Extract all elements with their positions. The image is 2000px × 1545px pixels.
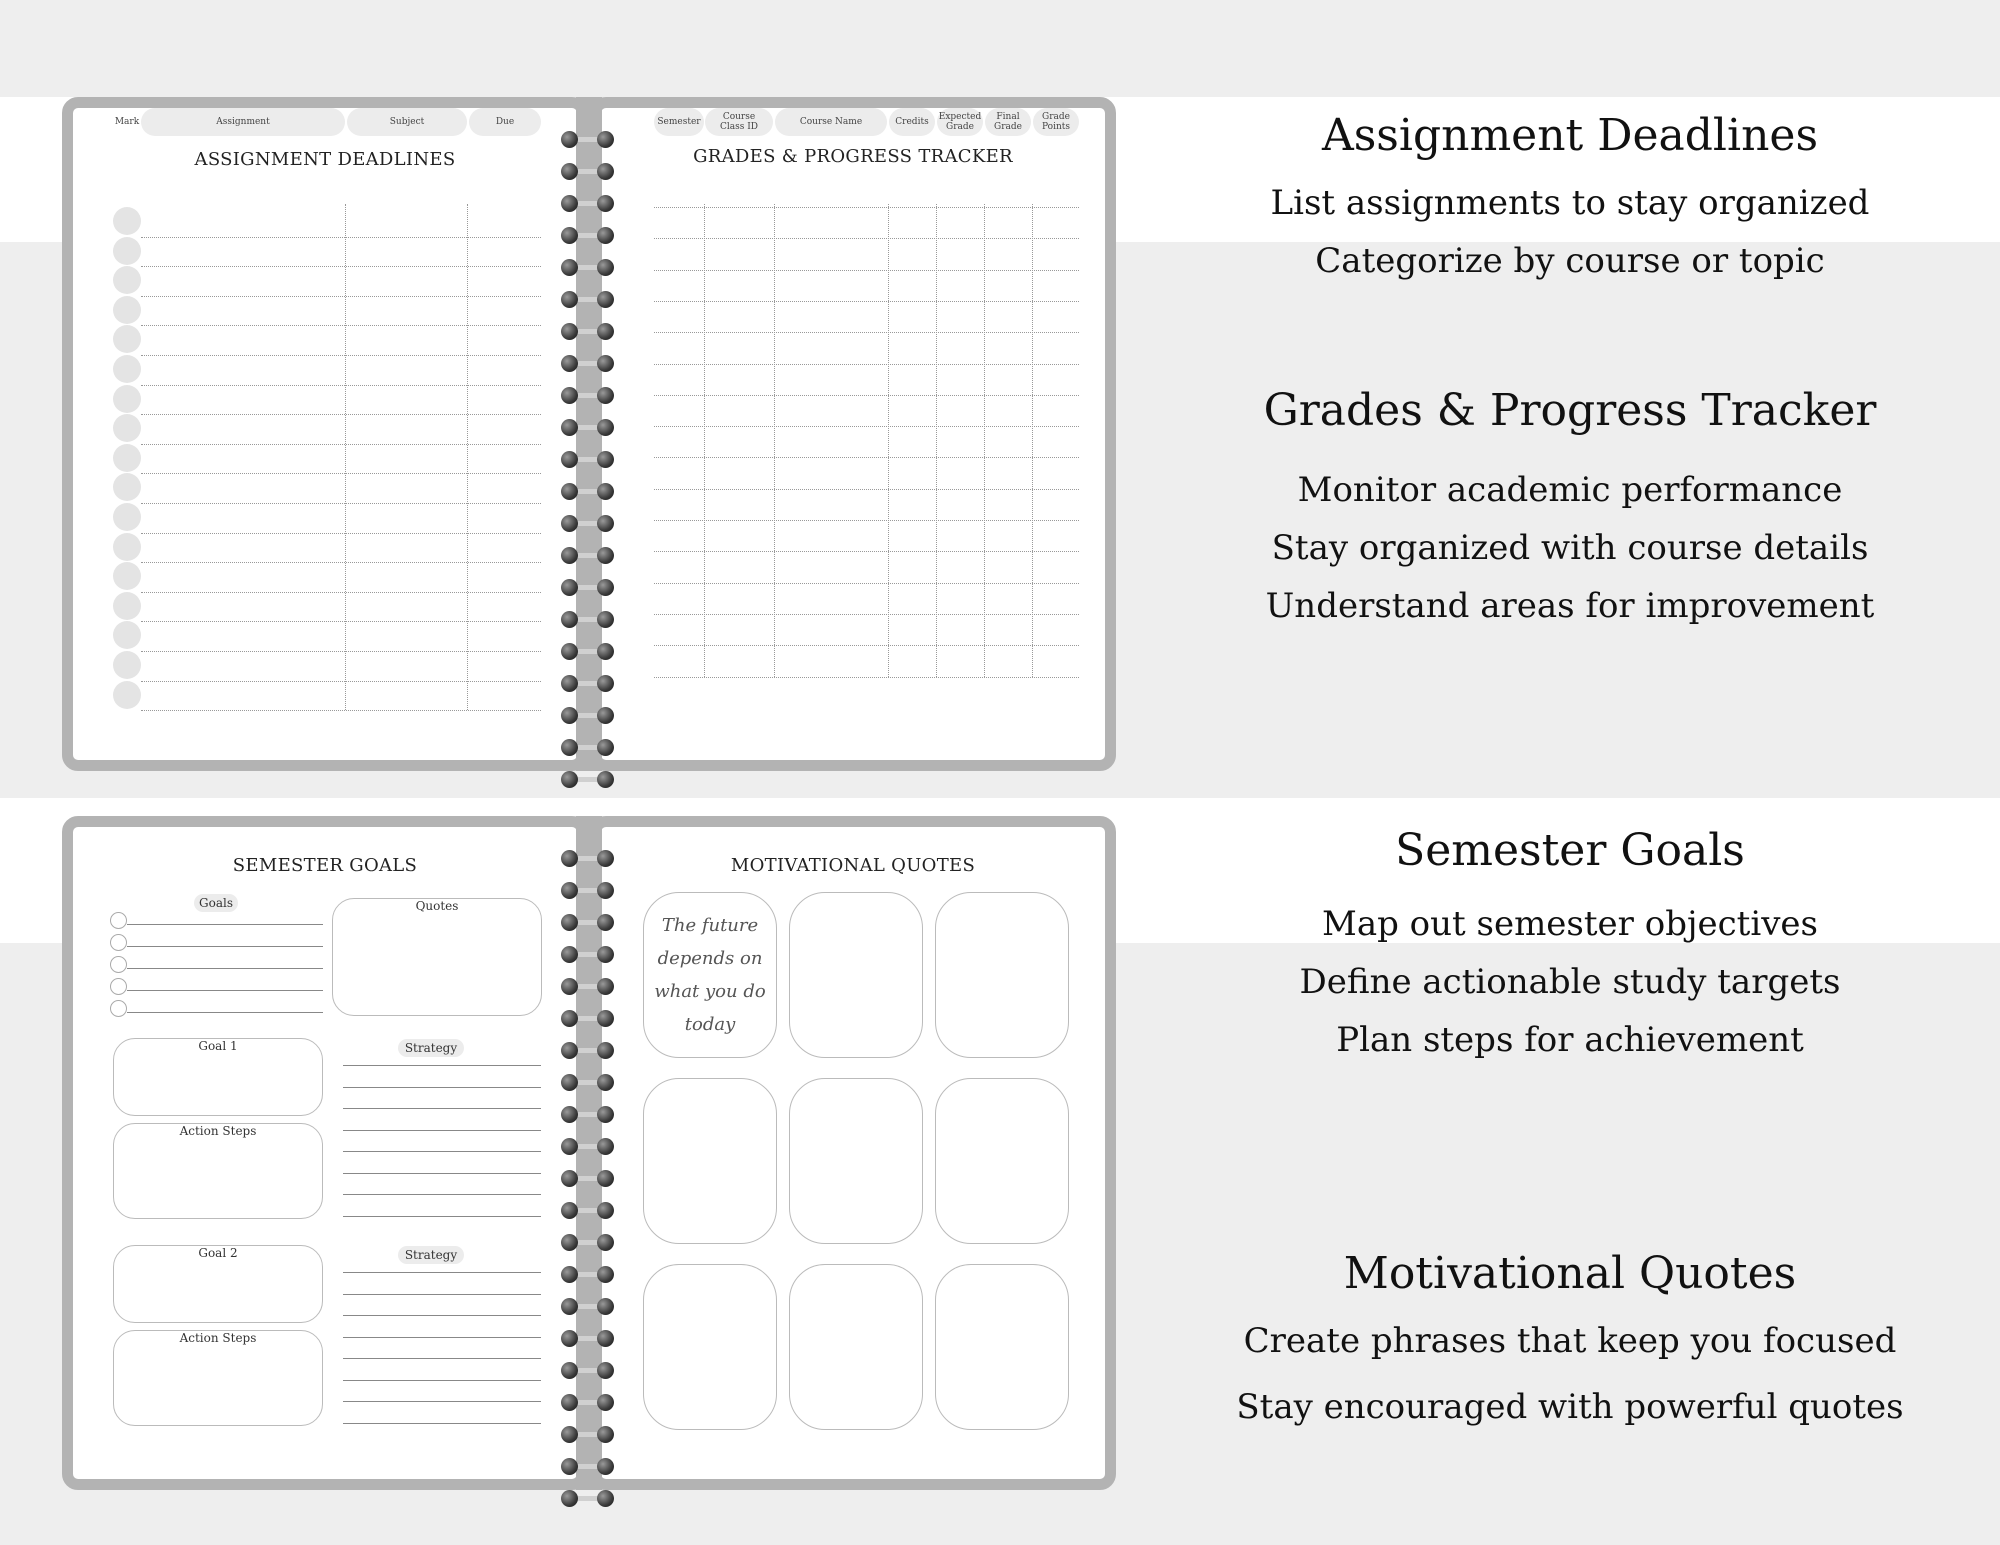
ring-hole [597,643,614,660]
action-steps-label: Action Steps [179,1331,257,1345]
ring-hole [597,355,614,372]
row-line [654,583,1079,584]
ring-hole [561,1458,578,1475]
row-line [141,266,541,267]
ring-hole [597,259,614,276]
ring-hole [561,675,578,692]
spiral-ring [561,131,595,149]
spiral-ring [561,1426,595,1444]
ring-hole [597,579,614,596]
ring-hole [561,579,578,596]
description-line: Stay organized with course details [1271,528,1869,568]
column-divider [345,204,346,710]
description-line: Monitor academic performance [1297,470,1843,510]
ring-hole [597,978,614,995]
section-heading: Motivational Quotes [1343,1248,1797,1299]
column-header-course-id: Course Class ID [705,108,773,136]
page-title: ASSIGNMENT DEADLINES [194,149,456,170]
strategy-line [343,1151,541,1152]
quote-card [935,892,1069,1058]
row-line [141,296,541,297]
column-header-due: Due [469,108,541,136]
ring-hole [597,1010,614,1027]
row-line [141,533,541,534]
column-divider [774,204,775,677]
ring-hole [597,451,614,468]
column-divider [984,204,985,677]
ring-hole [561,131,578,148]
ring-hole [561,1234,578,1251]
column-header-final-grade: Final Grade [985,108,1031,136]
strategy-1-label: Strategy [398,1039,464,1057]
spiral-ring [561,882,595,900]
goal-line [127,946,323,947]
spiral-ring [561,163,595,181]
ring-hole [561,1362,578,1379]
ring-hole [597,1074,614,1091]
strategy-line [343,1272,541,1273]
ring-hole [597,483,614,500]
ring-hole [561,914,578,931]
ring-hole [597,195,614,212]
ring-hole [561,483,578,500]
row-line [141,681,541,682]
row-line [654,520,1079,521]
row-line [141,325,541,326]
mark-circle [113,444,141,472]
page-title: SEMESTER GOALS [232,855,418,876]
spiral-ring [561,914,595,932]
ring-hole [561,1298,578,1315]
ring-hole [597,131,614,148]
strategy-2-label: Strategy [398,1246,464,1264]
ring-hole [561,1490,578,1507]
spiral-ring [561,291,595,309]
ring-hole [561,1138,578,1155]
ring-hole [561,643,578,660]
goal-line [127,990,323,991]
ring-hole [597,914,614,931]
section-heading: Semester Goals [1395,825,1745,876]
column-header-expected-grade: Expected Grade [937,108,983,136]
ring-hole [597,739,614,756]
description-grades-tracker [1150,385,1990,626]
mark-circle [113,207,141,235]
spiral-ring [561,1202,595,1220]
ring-hole [561,1394,578,1411]
mark-circle [113,414,141,442]
row-line [141,473,541,474]
ring-hole [597,547,614,564]
ring-hole [561,611,578,628]
row-line [654,551,1079,552]
row-line [654,332,1079,333]
section-heading: Grades & Progress Tracker [1263,385,1877,436]
spiral-ring [561,483,595,501]
column-header-grade-points: Grade Points [1033,108,1079,136]
ring-hole [561,1010,578,1027]
column-divider [704,204,705,677]
column-header-mark: Mark [114,117,140,127]
ring-hole [561,1042,578,1059]
spiral-ring [561,1106,595,1124]
mark-circle [113,651,141,679]
strategy-line [343,1173,541,1174]
strategy-line [343,1358,541,1359]
spiral-ring [561,1394,595,1412]
ring-hole [597,419,614,436]
row-line [654,614,1079,615]
goal-checkbox [110,912,127,929]
ring-hole [597,515,614,532]
strategy-line [343,1216,541,1217]
ring-hole [561,547,578,564]
spiral-ring [561,1298,595,1316]
ring-hole [597,1490,614,1507]
quote-card [643,892,777,1058]
row-line [654,238,1079,239]
ring-hole [597,1170,614,1187]
spiral-ring [561,771,595,789]
description-line: List assignments to stay organized [1270,183,1870,223]
ring-hole [561,882,578,899]
goal-checkbox [110,978,127,995]
quote-card [935,1264,1069,1430]
row-line [654,489,1079,490]
mark-circle [113,355,141,383]
ring-hole [561,451,578,468]
spiral-ring [561,515,595,533]
ring-hole [597,1458,614,1475]
quote-card [643,1264,777,1430]
row-line [141,355,541,356]
spiral-ring [561,1458,595,1476]
spiral-ring [561,946,595,964]
strategy-line [343,1337,541,1338]
spiral-ring [561,1074,595,1092]
goals-label: Goals [194,894,238,912]
row-line [141,385,541,386]
ring-hole [561,387,578,404]
row-line [141,562,541,563]
ring-hole [561,355,578,372]
ring-hole [561,1426,578,1443]
spiral-ring [561,419,595,437]
ring-hole [561,419,578,436]
spiral-ring [561,259,595,277]
spiral-ring [561,1330,595,1348]
quote-card [789,1078,923,1244]
grades-tracker-page [590,97,1116,771]
spiral-ring [561,323,595,341]
ring-hole [597,163,614,180]
quote-card [789,892,923,1058]
mark-circle [113,533,141,561]
description-assignment-deadlines [1150,110,1990,281]
ring-hole [597,291,614,308]
quote-card [935,1078,1069,1244]
ring-hole [597,1202,614,1219]
planner-spread-deadlines-grades [62,97,1116,771]
spiral-ring [561,1490,595,1508]
description-line: Define actionable study targets [1299,962,1841,1002]
strategy-line [343,1130,541,1131]
spiral-ring [561,1234,595,1252]
row-line [141,414,541,415]
ring-hole [561,1202,578,1219]
mark-circle [113,621,141,649]
column-header-credits: Credits [889,108,935,136]
ring-hole [597,1138,614,1155]
quote-card [789,1264,923,1430]
ring-hole [597,771,614,788]
spiral-ring [561,1138,595,1156]
goal-checkbox [110,1000,127,1017]
ring-hole [597,1362,614,1379]
goal-2-box [113,1245,323,1323]
spiral-ring [561,1042,595,1060]
spiral-ring [561,739,595,757]
row-line [141,710,541,711]
spiral-ring [561,355,595,373]
ring-hole [597,1042,614,1059]
spiral-ring [561,387,595,405]
row-line [654,457,1079,458]
strategy-line [343,1423,541,1424]
quotes-label: Quotes [415,899,459,913]
ring-hole [561,978,578,995]
spiral-ring [561,707,595,725]
strategy-line [343,1065,541,1066]
spiral-ring [561,1266,595,1284]
mark-circle [113,385,141,413]
description-line: Understand areas for improvement [1265,586,1875,626]
goal-line [127,1012,323,1013]
ring-hole [561,707,578,724]
spiral-ring [561,451,595,469]
ring-hole [597,850,614,867]
page-title: MOTIVATIONAL QUOTES [730,855,976,876]
spiral-ring [561,978,595,996]
ring-hole [561,771,578,788]
ring-hole [561,1266,578,1283]
column-header-subject: Subject [347,108,467,136]
ring-hole [597,1106,614,1123]
semester-goals-page [62,816,588,1490]
section-heading: Assignment Deadlines [1321,110,1819,161]
goal-line [127,968,323,969]
ring-hole [597,1330,614,1347]
mark-circle [113,237,141,265]
mark-circle [113,325,141,353]
action-steps-label: Action Steps [179,1124,257,1138]
goal-line [127,924,323,925]
ring-hole [561,1106,578,1123]
planner-spread-goals-quotes [62,816,1116,1490]
description-line: Stay encouraged with powerful quotes [1236,1387,1904,1427]
quotes-box [332,898,542,1016]
ring-hole [561,195,578,212]
row-line [654,645,1079,646]
mark-circle [113,503,141,531]
ring-hole [561,739,578,756]
ring-hole [561,259,578,276]
row-line [141,621,541,622]
column-header-semester: Semester [654,108,704,136]
row-line [654,270,1079,271]
strategy-line [343,1401,541,1402]
row-line [654,395,1079,396]
mark-circle [113,473,141,501]
ring-hole [597,707,614,724]
strategy-line [343,1315,541,1316]
ring-hole [561,163,578,180]
description-line: Create phrases that keep you focused [1243,1321,1897,1361]
ring-hole [597,1266,614,1283]
row-line [654,207,1079,208]
description-line: Plan steps for achievement [1336,1020,1804,1060]
goal-checkbox [110,956,127,973]
ring-hole [597,387,614,404]
ring-hole [597,1394,614,1411]
row-line [141,237,541,238]
ring-hole [561,515,578,532]
column-divider [1032,204,1033,677]
description-line: Categorize by course or topic [1315,241,1825,281]
spiral-ring [561,195,595,213]
motivational-quotes-page [590,816,1116,1490]
ring-hole [561,850,578,867]
ring-hole [561,1330,578,1347]
mark-circle [113,562,141,590]
action-steps-2-box [113,1330,323,1426]
spiral-ring [561,675,595,693]
spiral-ring [561,850,595,868]
column-divider [467,204,468,710]
strategy-line [343,1294,541,1295]
ring-hole [597,882,614,899]
mark-circle [113,266,141,294]
row-line [141,592,541,593]
goal-2-label: Goal 2 [198,1246,238,1260]
row-line [654,364,1079,365]
column-divider [888,204,889,677]
goal-1-box [113,1038,323,1116]
ring-hole [597,611,614,628]
ring-hole [561,291,578,308]
row-line [141,651,541,652]
description-motivational-quotes [1150,1248,1990,1427]
spiral-ring [561,1170,595,1188]
spiral-ring [561,227,595,245]
ring-hole [597,1426,614,1443]
strategy-line [343,1380,541,1381]
strategy-line [343,1108,541,1109]
ring-hole [561,946,578,963]
mark-circle [113,592,141,620]
ring-hole [561,323,578,340]
spiral-ring [561,611,595,629]
row-line [654,426,1079,427]
description-line: Map out semester objectives [1322,904,1818,944]
row-line [654,301,1079,302]
description-semester-goals [1150,825,1990,1060]
row-line [141,444,541,445]
goal-checkbox [110,934,127,951]
ring-hole [597,227,614,244]
ring-hole [597,946,614,963]
quote-text: The future depends on what you do today [654,915,766,1035]
spiral-ring [561,1010,595,1028]
ring-hole [561,227,578,244]
mark-circle [113,296,141,324]
column-divider [936,204,937,677]
quote-card [643,1078,777,1244]
spiral-ring [561,547,595,565]
spiral-ring [561,579,595,597]
strategy-line [343,1087,541,1088]
ring-hole [597,675,614,692]
spiral-ring [561,1362,595,1380]
ring-hole [597,1298,614,1315]
page-title: GRADES & PROGRESS TRACKER [693,146,1013,167]
ring-hole [561,1074,578,1091]
ring-hole [561,1170,578,1187]
column-header-course-name: Course Name [775,108,887,136]
mark-circle [113,681,141,709]
assignment-deadlines-page [62,97,588,771]
column-header-assignment: Assignment [141,108,345,136]
ring-hole [597,323,614,340]
strategy-line [343,1194,541,1195]
row-line [654,677,1079,678]
goal-1-label: Goal 1 [198,1039,238,1053]
action-steps-1-box [113,1123,323,1219]
spiral-ring [561,643,595,661]
row-line [141,503,541,504]
ring-hole [597,1234,614,1251]
